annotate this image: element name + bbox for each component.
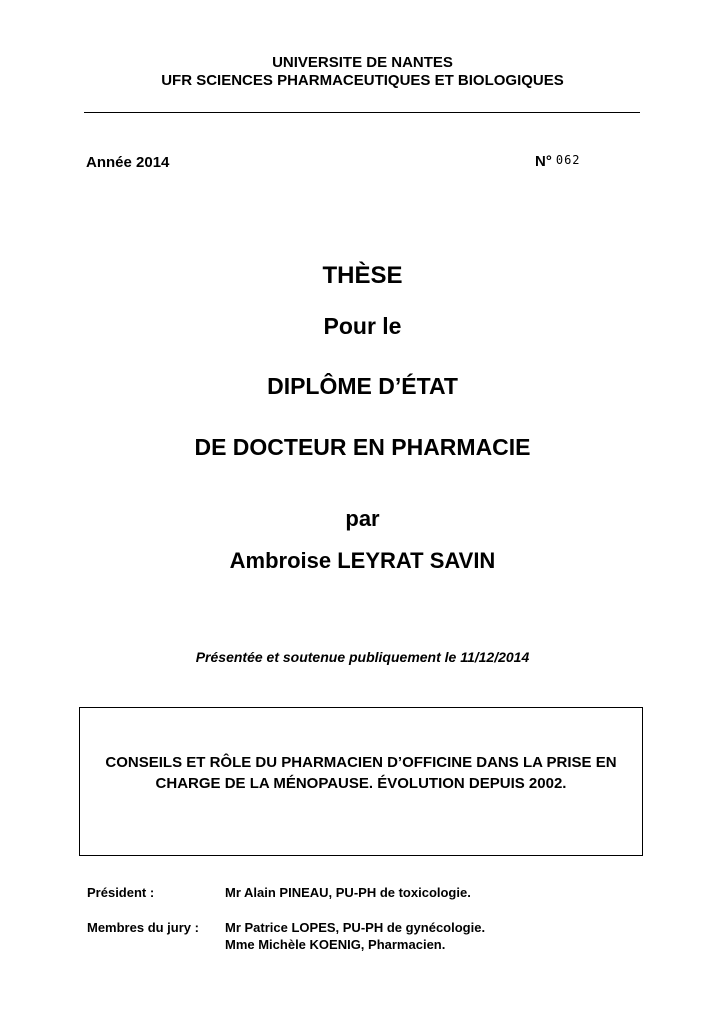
diploma-line-1: DIPLÔME D’ÉTAT: [267, 373, 458, 399]
by-label: par: [345, 506, 380, 531]
header-divider: [84, 112, 640, 113]
thesis-title-box: [79, 707, 643, 856]
defense-date: Présentée et soutenue publiquement le 11/12/2014: [195, 649, 530, 665]
president-label: Président :: [87, 885, 155, 900]
thesis-number: [535, 153, 581, 170]
university-name: UNIVERSITE DE NANTES: [272, 54, 453, 71]
thesis-type: THÈSE: [322, 262, 403, 289]
number-label: N°: [535, 153, 552, 170]
thesis-title: CONSEILS ET RÔLE DU PHARMACIEN D’OFFICINE DANS LA PRISE EN CHARGE DE LA MÉNOPAUSE. ÉVOLUTION DEPUIS 2002.: [105, 754, 617, 792]
for-the-label: Pour le: [323, 313, 402, 339]
jury-member: Mme Michèle KOENIG, Pharmacien.: [225, 937, 446, 952]
author-name: Ambroise LEYRAT SAVIN: [229, 548, 496, 573]
faculty-name: UFR SCIENCES PHARMACEUTIQUES ET BIOLOGIQUES: [161, 72, 564, 89]
president-value: Mr Alain PINEAU, PU-PH de toxicologie.: [225, 885, 471, 900]
year-label: Année 2014: [86, 154, 170, 171]
jury-member: Mr Patrice LOPES, PU-PH de gynécologie.: [225, 920, 486, 935]
diploma-line-2: DE DOCTEUR EN PHARMACIE: [194, 434, 531, 460]
number-value: 062: [555, 153, 581, 167]
members-label: Membres du jury :: [87, 920, 199, 935]
